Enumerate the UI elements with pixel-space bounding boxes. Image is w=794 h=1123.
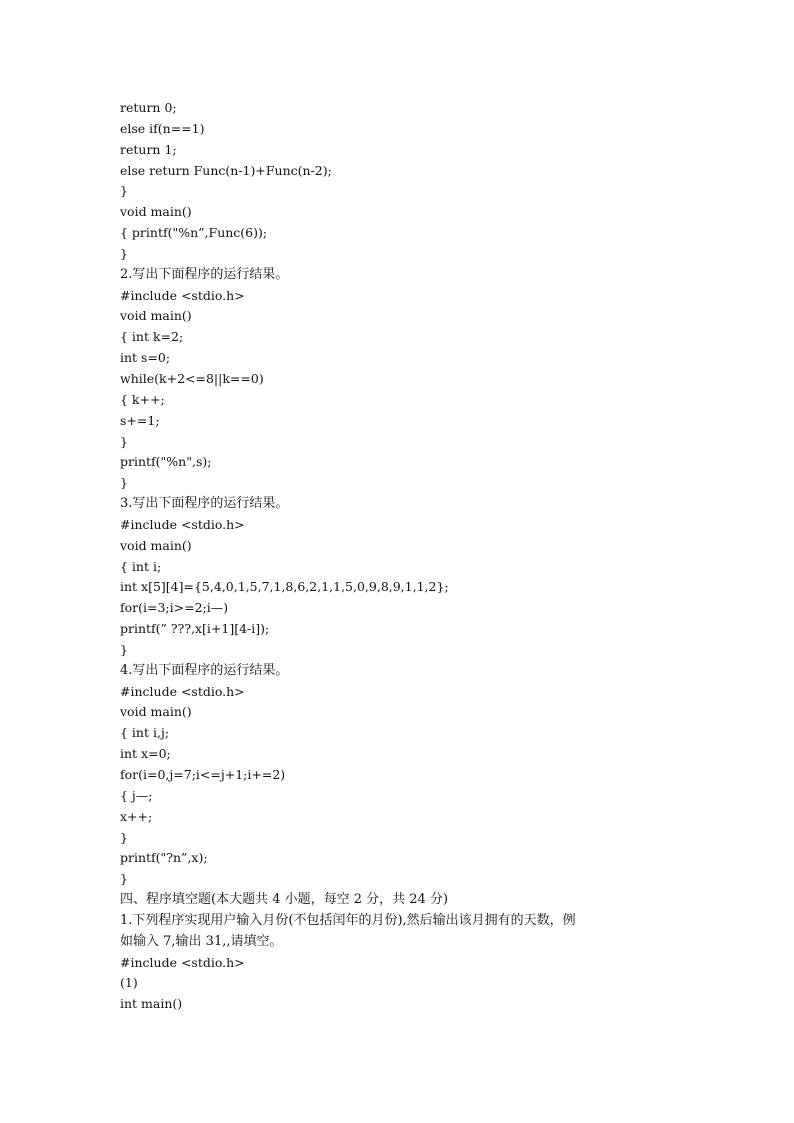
code-line: s+=1; [120, 412, 160, 428]
code-line: int x[5][4]={5,4,0,1,5,7,1,8,6,2,1,1,5,0,9,8,9,1,1,2}; [120, 579, 449, 595]
code-line: #include <stdio.h> [120, 954, 245, 970]
code-line: else if(n==1) [120, 120, 205, 136]
code-line: int main() [120, 996, 183, 1012]
code-line: #include <stdio.h> [120, 516, 245, 532]
document-body [120, 98, 680, 1015]
code-line: for(i=3;i>=2;i—) [120, 600, 229, 616]
question-text: 1.下列程序实现用户输入月份(不包括闰年的月份),然后输出该月拥有的天数，例 [120, 912, 576, 928]
code-line: { int k=2; [120, 329, 184, 345]
code-line: return 1; [120, 141, 177, 157]
question-heading-4: 4.写出下面程序的运行结果。 [120, 662, 289, 678]
code-line: void main() [120, 537, 192, 553]
section-heading: 四、程序填空题(本大题共 4 小题，每空 2 分，共 24 分) [120, 892, 449, 908]
code-line: #include <stdio.h> [120, 287, 245, 303]
code-line: } [120, 433, 128, 449]
code-line: printf("?n”,x); [120, 850, 208, 866]
code-line: { printf("%n”,Func(6)); [120, 225, 268, 241]
code-line: else return Func(n-1)+Func(n-2); [120, 162, 332, 178]
code-line: } [120, 829, 128, 845]
blank-marker: (1) [120, 975, 138, 991]
code-line: int s=0; [120, 350, 171, 366]
code-line: } [120, 475, 128, 491]
code-line: } [120, 183, 128, 199]
code-line: while(k+2<=8||k==0) [120, 370, 264, 386]
code-line: return 0; [120, 100, 177, 115]
code-line: { j—; [120, 787, 153, 803]
question-heading-2: 2.写出下面程序的运行结果。 [120, 266, 289, 282]
code-line: printf("%n",s); [120, 454, 212, 470]
code-line: { k++; [120, 391, 165, 407]
code-line: } [120, 871, 128, 887]
code-line: } [120, 641, 128, 657]
code-line: #include <stdio.h> [120, 683, 245, 699]
code-line: void main() [120, 704, 192, 720]
code-line: int x=0; [120, 746, 171, 762]
code-line: { int i,j; [120, 725, 170, 741]
question-text: 如输入 7,输出 31,,请填空。 [120, 933, 283, 949]
code-line: void main() [120, 204, 192, 220]
code-line: } [120, 245, 128, 261]
code-line: for(i=0,j=7;i<=j+1;i+=2) [120, 767, 286, 782]
code-line: x++; [120, 808, 153, 824]
code-line: void main() [120, 308, 192, 324]
question-heading-3: 3.写出下面程序的运行结果。 [120, 496, 289, 512]
code-line: { int i; [120, 558, 162, 574]
code-line: printf(” ???,x[i+1][4-i]); [120, 621, 270, 637]
